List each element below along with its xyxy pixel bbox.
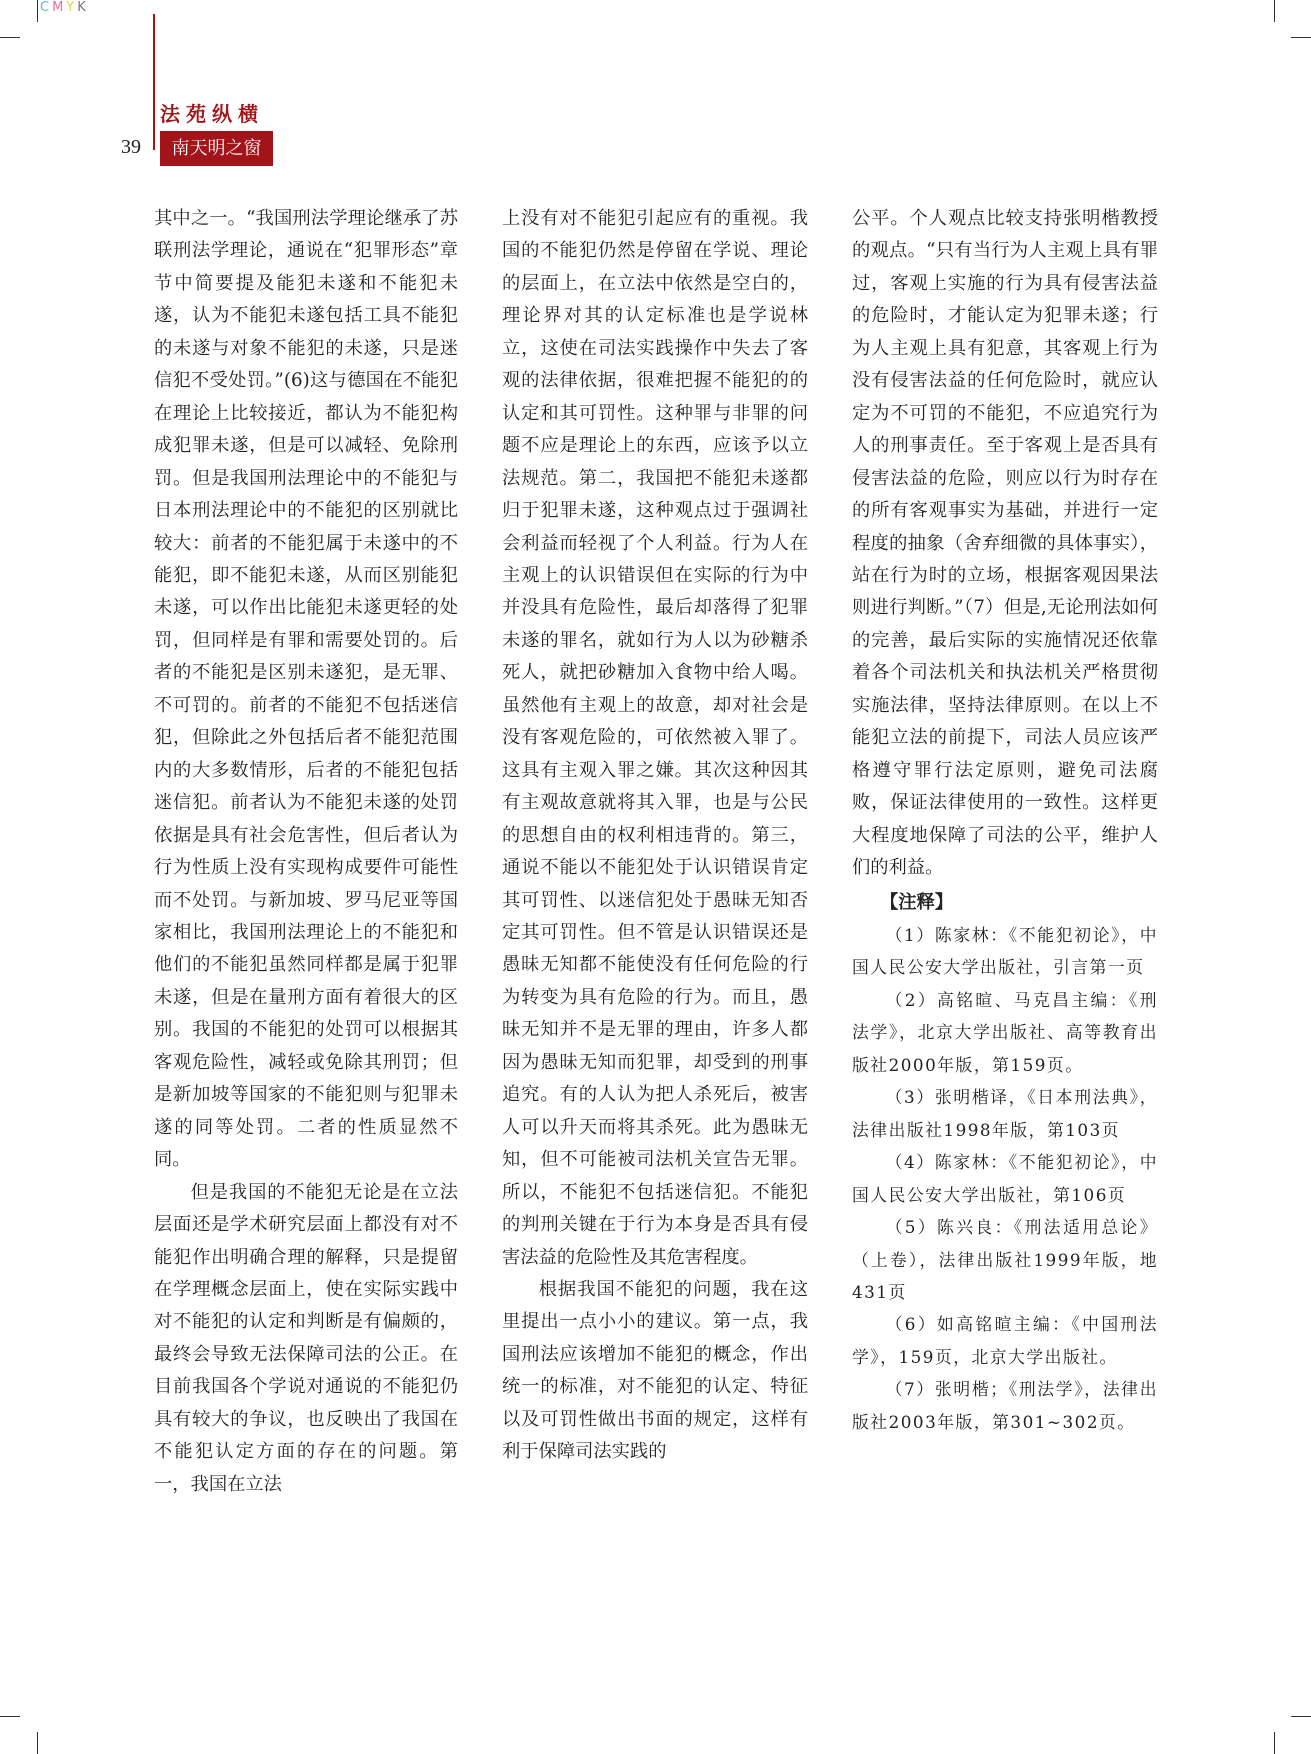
notes-heading: 【注释】: [880, 891, 954, 913]
paragraph: 但是我国的不能犯无论是在立法层面还是学术研究层面上都没有对不能犯作出明确合理的解释，只是提留在学理概念层面上，使在实际实践中对不能犯的认定和判断是有偏颇的，最终会导致无法保障司法的公正。在目前我国各个学说对通说的不能犯仍具有较大的争议，也反映出了我国在不能犯认定方面的存在的问题。第一，我国在立法: [154, 1181, 458, 1495]
footnote: （1）陈家林：《不能犯初论》，中国人民公安大学出版社，引言第一页: [852, 924, 1158, 978]
crop-mark-top-left-v: [37, 0, 38, 22]
crop-mark-bottom-left-h: [0, 1716, 20, 1717]
column-name-badge: 南天明之窗: [160, 131, 273, 166]
text-column-2: [502, 203, 808, 1469]
section-title: 法苑纵横: [160, 102, 264, 126]
paragraph: 根据我国不能犯的问题，我在这里提出一点小小的建议。第一点，我国刑法应该增加不能犯的概念，作出统一的标准，对不能犯的认定、特征以及可罚性做出书面的规定，这样有利于保障司法实践的: [502, 1278, 808, 1463]
crop-mark-top-right-v: [1274, 0, 1275, 22]
paragraph: 上没有对不能犯引起应有的重视。我国的不能犯仍然是停留在学说、理论的层面上，在立法中依然是空白的，理论界对其的认定标准也是学说林立，这使在司法实践操作中失去了客观的法律依据，很难把握不能犯的的认定和其可罚性。这种罪与非罪的问题不应是理论上的东西，应该予以立法规范。第二，我国把不能犯未遂都归于犯罪未遂，这种观点过于强调社会利益而轻视了个人利益。行为人在主观上的认识错误但在实际的行为中并没具有危险性，最后却落得了犯罪未遂的罪名，就如行为人以为砂糖杀死人，就把砂糖加入食物中给人喝。虽然他有主观上的故意，却对社会是没有客观危险的，可依然被入罪了。这具有主观入罪之嫌。其次这种因其有主观故意就将其入罪，也是与公民的思想自由的权利相违背的。第三，通说不能以不能犯处于认识错误肯定其可罚性、以迷信犯处于愚昧无知否定其可罚性。但不管是认识错误还是愚昧无知都不能使没有任何危险的行为转变为具有危险的行为。而且，愚昧无知并不是无罪的理由，许多人都因为愚昧无知而犯罪，却受到的刑事追究。有的人认为把人杀死后，被害人可以升天而将其杀死。此为愚昧无知，但不可能被司法机关宣告无罪。所以，不能犯不包括迷信犯。不能犯的判刑关键在于行为本身是否具有侵害法益的危险性及其危害程度。: [502, 208, 808, 1268]
crop-mark-bottom-left-v: [37, 1732, 38, 1754]
cmyk-print-mark: CMYK: [40, 0, 89, 15]
text-column-1: [154, 203, 458, 1501]
page-number: 39: [121, 136, 141, 158]
footnote: （4）陈家林：《不能犯初论》，中国人民公安大学出版社，第106页: [852, 1152, 1158, 1205]
header-rule: [153, 14, 155, 150]
crop-mark-bottom-right-v: [1274, 1732, 1275, 1754]
crop-mark-top-right-h: [1291, 37, 1311, 38]
footnote: （6）如高铭暄主编：《中国刑法学》，159页，北京大学出版社。: [852, 1314, 1158, 1367]
paragraph: 其中之一。“我国刑法学理论继承了苏联刑法学理论，通说在“犯罪形态”章节中简要提及能犯未遂和不能犯未遂，认为不能犯未遂包括工具不能犯的未遂与对象不能犯的未遂，只是迷信犯不受处罚。”(6)这与德国在不能犯在理论上比较接近，都认为不能犯构成犯罪未遂，但是可以减轻、免除刑罚。但是我国刑法理论中的不能犯与日本刑法理论中的不能犯的区别就比较大：前者的不能犯属于未遂中的不能犯，即不能犯未遂，从而区别能犯未遂，可以作出比能犯未遂更轻的处罚，但同样是有罪和需要处罚的。后者的不能犯是区别未遂犯，是无罪、不可罚的。前者的不能犯不包括迷信犯，但除此之外包括后者不能犯范围内的大多数情形，后者的不能犯包括迷信犯。前者认为不能犯未遂的处罚依据是具有社会危害性，但后者认为行为性质上没有实现构成要件可能性而不处罚。与新加坡、罗马尼亚等国家相比，我国刑法理论上的不能犯和他们的不能犯虽然同样都是属于犯罪未遂，但是在量刑方面有着很大的区别。我国的不能犯的处罚可以根据其客观危险性，减轻或免除其刑罚；但是新加坡等国家的不能犯则与犯罪未遂的同等处罚。二者的性质显然不同。: [154, 208, 458, 1171]
footnote: （7）张明楷；《刑法学》，法律出版社2003年版，第301~302页。: [852, 1379, 1158, 1432]
paragraph: 公平。个人观点比较支持张明楷教授的观点。“只有当行为人主观上具有罪过，客观上实施的行为具有侵害法益的危险时，才能认定为犯罪未遂；行为人主观上具有犯意，其客观上行为没有侵害法益的任何危险时，就应认定为不可罚的不能犯，不应追究行为人的刑事责任。至于客观上是否具有侵害法益的危险，则应以行为时存在的所有客观事实为基础，并进行一定程度的抽象（舍弃细微的具体事实），站在行为时的立场，根据客观因果法则进行判断。”（7）但是,无论刑法如何的完善，最后实际的实施情况还依靠着各个司法机关和执法机关严格贯彻实施法律，坚持法律原则。在以上不能犯立法的前提下，司法人员应该严格遵守罪行法定原则，避免司法腐败，保证法律使用的一致性。这样更大程度地保障了司法的公平，维护人们的利益。: [852, 208, 1158, 879]
crop-mark-bottom-right-h: [1291, 1716, 1311, 1717]
crop-mark-top-left-h: [0, 37, 20, 38]
footnote: （5）陈兴良：《刑法适用总论》（上卷），法律出版社1999年版，地431页: [852, 1217, 1158, 1302]
text-column-3: [852, 203, 1158, 1438]
footnote: （2）高铭暄、马克昌主编：《刑法学》，北京大学出版社、高等教育出版社2000年版，第159页。: [852, 989, 1158, 1075]
footnote: （3）张明楷译，《日本刑法典》，法律出版社1998年版，第103页: [852, 1087, 1158, 1140]
